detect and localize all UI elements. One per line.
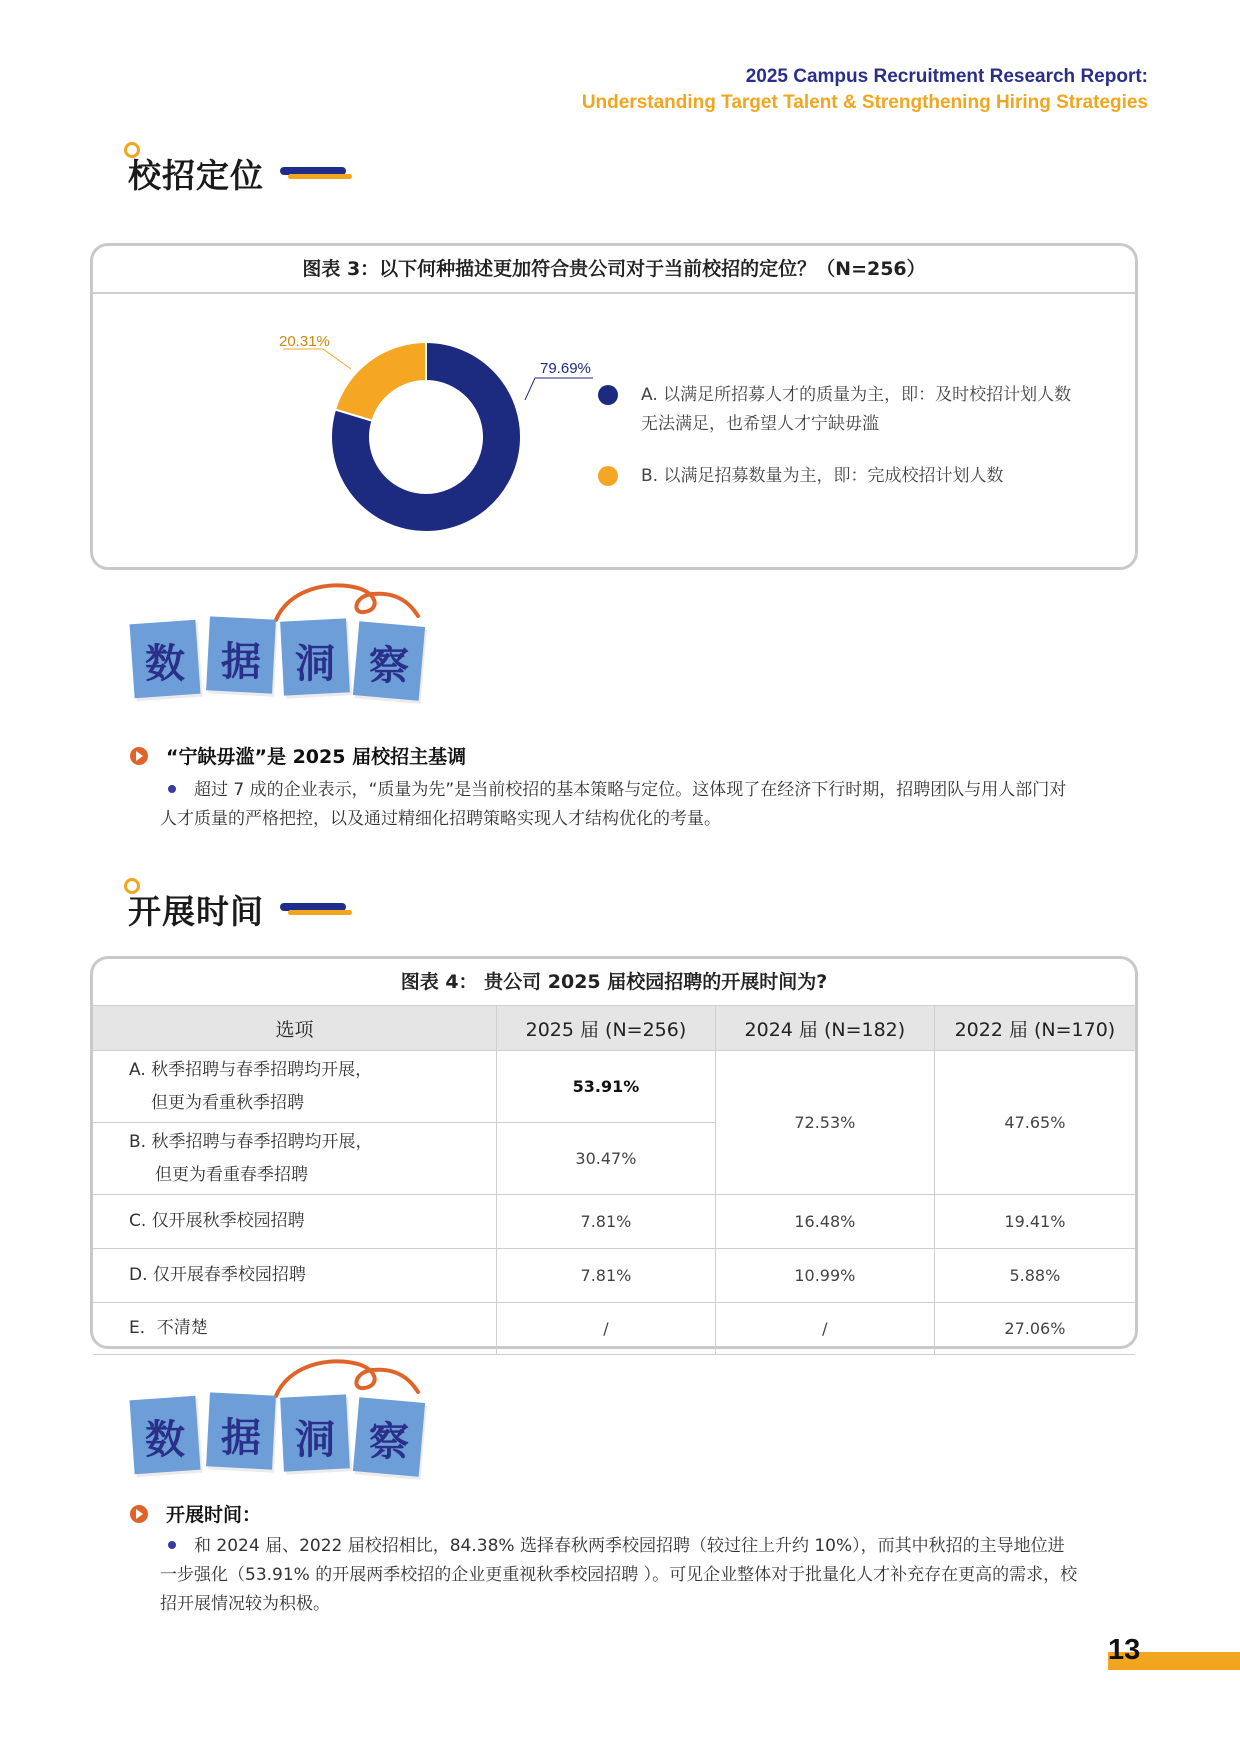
value-cell: / [715, 1303, 934, 1355]
column-header: 选项 [93, 1006, 496, 1051]
legend-label-a: A. 以满足所招募人才的质量为主，即：及时校招计划人数无法满足，也希望人才宁缺毋滥 [641, 385, 1072, 434]
page-number: 13 [1108, 1634, 1141, 1666]
report-title-line2: Understanding Target Talent & Strengthening Hiring Strategies [581, 92, 1148, 113]
value-cell: 16.48% [715, 1195, 934, 1249]
section-title-positioning [128, 150, 352, 197]
section-title-text: 开展时间 [128, 892, 264, 931]
data-label-a: 79.69% [540, 360, 591, 377]
option-text: B. 秋季招聘与春季招聘均开展， [129, 1131, 373, 1152]
value-cell: 7.81% [496, 1195, 715, 1249]
insight-paragraph-text: 超过 7 成的企业表示，“质量为先”是当前校招的基本策略与定位。这体现了在经济下行时期，招聘团队与用人部门对人才质量的严格把控，以及通过精细化招聘策略实现人才结构优化的考量。 [160, 780, 1067, 829]
report-header [582, 64, 1148, 116]
leader-line-b [283, 349, 351, 369]
value-cell: 30.47% [496, 1123, 715, 1195]
insight-heading-text: “宁缺毋滥”是 2025 届校招主基调 [166, 746, 467, 768]
insight-char: 数 [145, 1417, 185, 1463]
table-row [93, 1303, 1135, 1355]
insight-char: 据 [221, 639, 261, 685]
value-cell: 7.81% [496, 1249, 715, 1303]
figure-4-caption: 图表 4： 贵公司 2025 届校园招聘的开展时间为? [400, 971, 828, 993]
legend-label-b: B. 以满足招募数量为主，即：完成校招计划人数 [641, 466, 1004, 486]
table-row [93, 1051, 1135, 1123]
option-text: 但更为看重秋季招聘 [151, 1092, 304, 1113]
table-row [93, 1249, 1135, 1303]
bullet-dot-icon [168, 785, 176, 793]
insight-char: 数 [145, 641, 185, 687]
arrow-bullet-icon [130, 747, 148, 765]
report-title-line1: 2025 Campus Recruitment Research Report: [745, 66, 1148, 87]
insight-char: 洞 [295, 1417, 335, 1463]
table-row [93, 1195, 1135, 1249]
donut-slice-b [335, 342, 426, 421]
column-header: 2022 届 (N=170) [934, 1006, 1135, 1051]
figure-3-box [90, 243, 1138, 570]
figure-4-box [90, 956, 1138, 1349]
leader-line-a [525, 378, 593, 400]
value-cell: 53.91% [496, 1051, 715, 1123]
insight-char: 洞 [295, 641, 335, 687]
option-cell: C. 仅开展秋季校园招聘 [93, 1195, 496, 1249]
option-text: A. 秋季招聘与春季招聘均开展， [129, 1059, 373, 1080]
insight-char: 察 [369, 643, 409, 689]
insight-paragraph-text: 和 2024 届、2022 届校招相比，84.38% 选择春秋两季校园招聘（较过往上升约 10%），而其中秋招的主导地位进一步强化（53.91% 的开展两季校招的企业更重视秋季校园招聘 ）。可见企业整体对于批量化人才补充存在更高的需求，校招开展情况较为积极。 [160, 1536, 1078, 1614]
title-underline-decoration [280, 167, 352, 181]
figure-3-caption: 图表 3：以下何种描述更加符合贵公司对于当前校招的定位？（N=256） [93, 246, 1135, 294]
option-cell [93, 1051, 496, 1123]
title-underline-decoration [280, 903, 352, 917]
section-title-timing [128, 886, 352, 933]
insight-heading-2 [130, 1500, 261, 1527]
arrow-bullet-icon [130, 1505, 148, 1523]
value-cell: 19.41% [934, 1195, 1135, 1249]
column-header: 2025 届 (N=256) [496, 1006, 715, 1051]
timing-table [93, 1005, 1135, 1355]
insight-paragraph-2 [160, 1532, 1080, 1619]
data-insight-banner [128, 1356, 438, 1466]
data-label-b: 20.31% [279, 333, 330, 350]
option-cell [93, 1123, 496, 1195]
insight-heading-text: 开展时间： [166, 1504, 262, 1526]
legend-item-b [598, 462, 1081, 491]
table-header-row [93, 1006, 1135, 1051]
insight-char: 据 [221, 1415, 261, 1461]
donut-chart [173, 294, 593, 564]
value-cell: 47.65% [934, 1051, 1135, 1195]
bullet-dot-icon [168, 1541, 176, 1549]
value-cell: 72.53% [715, 1051, 934, 1195]
insight-paragraph-1 [160, 776, 1080, 834]
legend-dot-b [598, 466, 618, 486]
value-cell: 5.88% [934, 1249, 1135, 1303]
option-text: 但更为看重春季招聘 [155, 1164, 308, 1185]
data-insight-banner [128, 580, 438, 690]
section-title-text: 校招定位 [128, 156, 264, 195]
value-cell: 10.99% [715, 1249, 934, 1303]
insight-char: 察 [369, 1419, 409, 1465]
column-header: 2024 届 (N=182) [715, 1006, 934, 1051]
option-cell: D. 仅开展春季校园招聘 [93, 1249, 496, 1303]
legend-dot-a [598, 385, 618, 405]
legend-item-a [598, 381, 1081, 439]
value-cell: 27.06% [934, 1303, 1135, 1355]
option-cell: E．不清楚 [93, 1303, 496, 1355]
insight-heading-1 [130, 742, 466, 769]
value-cell: / [496, 1303, 715, 1355]
